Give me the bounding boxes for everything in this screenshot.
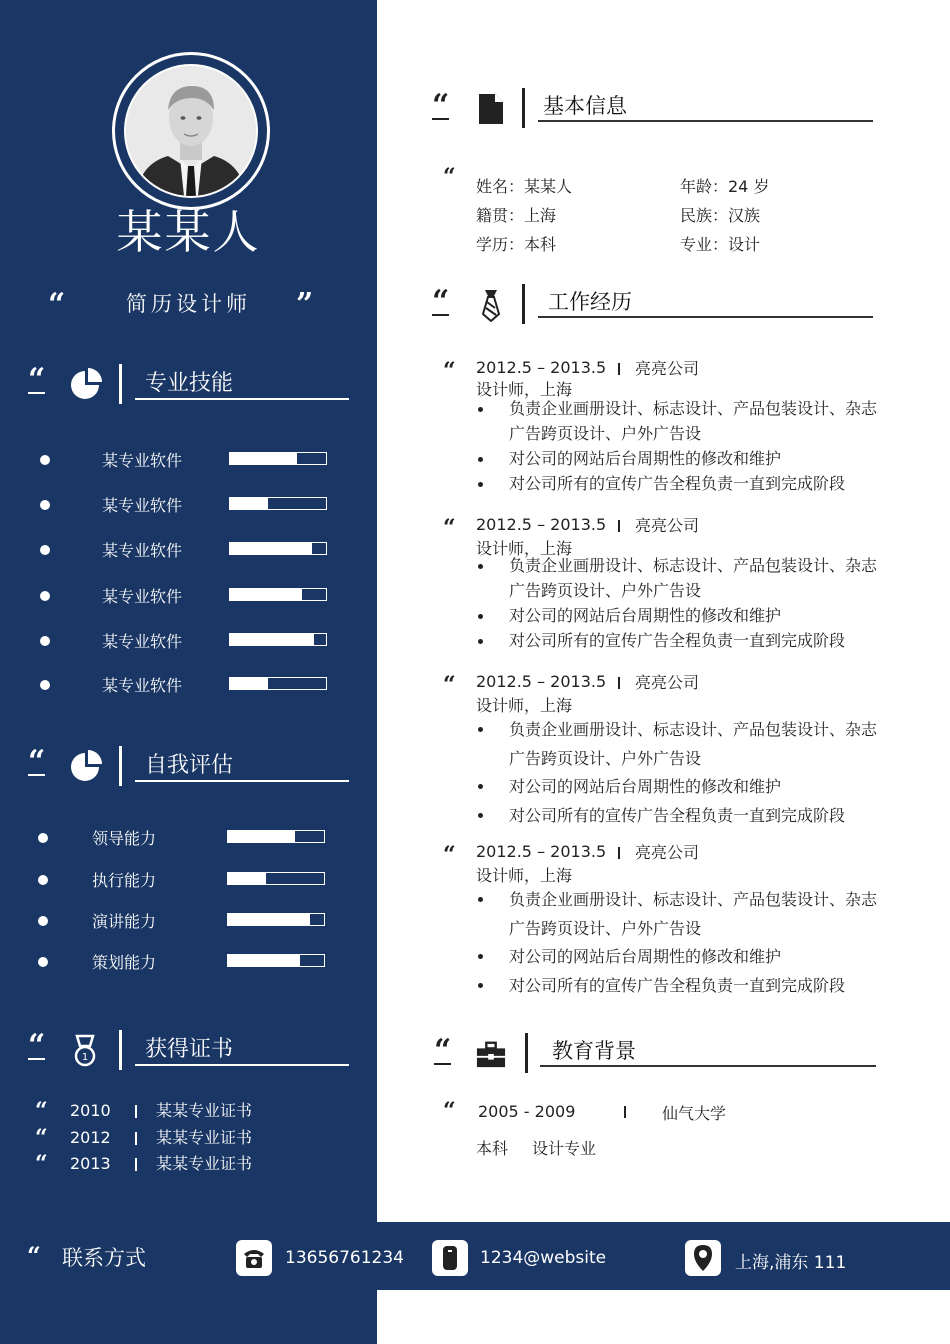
briefcase-icon — [476, 1037, 506, 1071]
quote-icon: “ — [432, 88, 450, 123]
heading-divider — [522, 284, 525, 324]
duty-item: 负责企业画册设计、标志设计、产品包装设计、杂志广告跨页设计、户外广告设 — [476, 396, 886, 446]
assessment-row — [0, 864, 377, 894]
quote-icon: “ — [443, 672, 456, 698]
contact-title: 联系方式 — [62, 1246, 146, 1270]
education-period: 2005 - 2009 — [478, 1102, 576, 1121]
duty-item: 对公司的网站后台周期性的修改和维护 — [476, 603, 886, 628]
quote-icon: “ — [28, 362, 46, 397]
assessment-label: 执行能力 — [92, 871, 157, 890]
assessment-label: 演讲能力 — [92, 912, 157, 931]
info-ethnicity: 民族：汉族 — [680, 206, 761, 225]
work-heading — [0, 284, 950, 328]
job-period: 2012.5 – 2013.5 — [476, 842, 607, 861]
assessment-label: 领导能力 — [92, 829, 157, 848]
separator — [135, 1158, 137, 1171]
separator — [135, 1105, 137, 1118]
skill-row — [0, 580, 377, 610]
info-name: 姓名：某某人 — [476, 177, 573, 196]
quote-icon: “ — [28, 1028, 46, 1063]
job-period: 2012.5 – 2013.5 — [476, 515, 607, 534]
duty-item: 负责企业画册设计、标志设计、产品包装设计、杂志广告跨页设计、户外广告设 — [476, 716, 886, 773]
separator — [618, 520, 620, 532]
separator — [618, 363, 620, 375]
education-degree: 本科 — [476, 1139, 509, 1158]
quote-icon: “ — [432, 284, 450, 319]
close-quote-icon: ” — [296, 287, 314, 322]
work-title: 工作经历 — [548, 290, 632, 314]
info-major: 专业：设计 — [680, 235, 761, 254]
bullet-dot — [40, 500, 50, 510]
info-age: 年龄：24 岁 — [680, 177, 770, 196]
assessment-row — [0, 946, 377, 976]
duty-item: 对公司的网站后台周期性的修改和维护 — [476, 773, 886, 802]
education-title: 教育背景 — [552, 1039, 636, 1063]
certificate-year: 2010 — [70, 1101, 111, 1120]
skill-row — [0, 489, 377, 519]
skills-title: 专业技能 — [145, 371, 234, 396]
job-duties — [476, 886, 886, 1000]
quote-icon: “ — [443, 515, 456, 541]
assessment-title: 自我评估 — [145, 753, 234, 778]
pie-chart-icon — [68, 750, 102, 784]
skill-label: 某专业软件 — [102, 632, 183, 651]
job-role: 设计师，上海 — [476, 539, 573, 558]
skill-row — [0, 669, 377, 699]
quote-icon: “ — [443, 164, 456, 190]
duty-item: 负责企业画册设计、标志设计、产品包装设计、杂志广告跨页设计、户外广告设 — [476, 886, 886, 943]
duty-item: 对公司所有的宣传广告全程负责一直到完成阶段 — [476, 471, 886, 496]
contact-address: 上海,浦东 111 — [735, 1253, 847, 1273]
heading-underline — [538, 316, 873, 318]
assessment-level-fill — [228, 831, 295, 842]
necktie-icon — [476, 288, 506, 322]
candidate-name: 某某人 — [116, 205, 261, 259]
certificates-title: 获得证书 — [145, 1037, 234, 1062]
skill-level-bar — [229, 633, 327, 646]
heading-underline — [540, 1065, 876, 1067]
skill-level-fill — [230, 453, 297, 464]
skill-level-bar — [229, 452, 327, 465]
pie-chart-icon — [68, 368, 102, 402]
skill-level-bar — [229, 542, 327, 555]
skill-label: 某专业软件 — [102, 451, 183, 470]
skill-label: 某专业软件 — [102, 587, 183, 606]
job-role: 设计师，上海 — [476, 696, 573, 715]
quote-icon: “ — [443, 1098, 456, 1124]
job-duties — [476, 396, 886, 496]
info-origin: 籍贯：上海 — [476, 206, 557, 225]
skill-level-fill — [230, 589, 302, 600]
quote-icon: “ — [27, 1241, 41, 1270]
job-period: 2012.5 – 2013.5 — [476, 358, 607, 377]
heading-underline — [135, 780, 349, 782]
quote-icon: “ — [35, 1125, 48, 1151]
job-role: 设计师，上海 — [476, 866, 573, 885]
bullet-dot — [38, 875, 48, 885]
bullet-dot — [38, 957, 48, 967]
job-role: 设计师，上海 — [476, 380, 573, 399]
svg-text:1: 1 — [81, 1052, 89, 1063]
duty-item: 对公司所有的宣传广告全程负责一直到完成阶段 — [476, 802, 886, 831]
bullet-dot — [38, 916, 48, 926]
duty-item: 负责企业画册设计、标志设计、产品包装设计、杂志广告跨页设计、户外广告设 — [476, 553, 886, 603]
heading-underline — [538, 120, 873, 122]
bullet-dot — [40, 636, 50, 646]
skill-label: 某专业软件 — [102, 541, 183, 560]
contact-bar — [0, 1222, 950, 1290]
assessment-level-bar — [227, 872, 325, 885]
assessment-level-fill — [228, 873, 266, 884]
certificate-row — [0, 1098, 377, 1122]
bullet-dot — [40, 545, 50, 555]
quote-icon: “ — [28, 744, 46, 779]
job-company: 亮亮公司 — [635, 516, 700, 535]
skills-heading — [0, 364, 377, 408]
skill-level-fill — [230, 678, 268, 689]
certificate-row — [0, 1125, 377, 1149]
skill-level-fill — [230, 634, 314, 645]
quote-icon: “ — [434, 1033, 452, 1068]
document-icon — [476, 92, 506, 126]
heading-divider — [119, 746, 122, 786]
assessment-level-bar — [227, 954, 325, 967]
separator — [618, 677, 620, 689]
assessment-row — [0, 822, 377, 852]
duty-item: 对公司的网站后台周期性的修改和维护 — [476, 943, 886, 972]
heading-underline — [135, 398, 349, 400]
certificate-name: 某某专业证书 — [156, 1128, 253, 1147]
assessment-level-bar — [227, 913, 325, 926]
sidebar-footer — [0, 1290, 377, 1344]
heading-divider — [525, 1033, 528, 1073]
bullet-dot — [40, 455, 50, 465]
duty-item: 对公司所有的宣传广告全程负责一直到完成阶段 — [476, 628, 886, 653]
education-school: 仙气大学 — [662, 1104, 727, 1123]
education-major: 设计专业 — [532, 1139, 597, 1158]
job-duties — [476, 716, 886, 830]
assessment-row — [0, 905, 377, 935]
certificate-name: 某某专业证书 — [156, 1154, 253, 1173]
separator — [135, 1132, 137, 1145]
info-education: 学历：本科 — [476, 235, 557, 254]
basic-info-heading — [0, 88, 950, 132]
separator — [618, 847, 620, 859]
assessment-level-bar — [227, 830, 325, 843]
assessment-level-fill — [228, 955, 300, 966]
skill-level-fill — [230, 543, 312, 554]
open-quote-icon: “ — [48, 287, 66, 322]
mobile-icon — [432, 1240, 468, 1276]
location-pin-icon — [685, 1240, 721, 1276]
skill-row — [0, 625, 377, 655]
job-period: 2012.5 – 2013.5 — [476, 672, 607, 691]
skill-label: 某专业软件 — [102, 676, 183, 695]
phone-icon — [236, 1240, 272, 1276]
skill-level-bar — [229, 588, 327, 601]
assessment-heading — [0, 746, 377, 790]
bullet-dot — [40, 680, 50, 690]
certificate-name: 某某专业证书 — [156, 1101, 253, 1120]
bullet-dot — [38, 833, 48, 843]
heading-divider — [522, 88, 525, 128]
job-duties — [476, 553, 886, 653]
contact-phone[interactable]: 13656761234 — [285, 1248, 404, 1268]
bullet-dot — [40, 591, 50, 601]
education-heading — [0, 1028, 950, 1077]
job-company: 亮亮公司 — [635, 359, 700, 378]
job-company: 亮亮公司 — [635, 843, 700, 862]
contact-email[interactable]: 1234@website — [480, 1248, 607, 1268]
skill-level-bar — [229, 497, 327, 510]
assessment-level-fill — [228, 914, 310, 925]
duty-item: 对公司所有的宣传广告全程负责一直到完成阶段 — [476, 972, 886, 1001]
skill-level-fill — [230, 498, 268, 509]
certificate-year: 2013 — [70, 1154, 111, 1173]
quote-icon: “ — [35, 1151, 48, 1177]
certificate-row — [0, 1151, 377, 1175]
quote-icon: “ — [35, 1098, 48, 1124]
skill-row — [0, 444, 377, 474]
certificate-year: 2012 — [70, 1128, 111, 1147]
quote-icon: “ — [443, 842, 456, 868]
basic-info-title: 基本信息 — [543, 94, 627, 118]
quote-icon: “ — [443, 358, 456, 384]
assessment-label: 策划能力 — [92, 953, 157, 972]
duty-item: 对公司的网站后台周期性的修改和维护 — [476, 446, 886, 471]
separator — [624, 1106, 626, 1118]
skill-label: 某专业软件 — [102, 496, 183, 515]
job-company: 亮亮公司 — [635, 673, 700, 692]
skill-level-bar — [229, 677, 327, 690]
job-subtitle: 简历设计师 — [126, 292, 251, 316]
heading-divider — [119, 364, 122, 404]
skill-row — [0, 534, 377, 564]
